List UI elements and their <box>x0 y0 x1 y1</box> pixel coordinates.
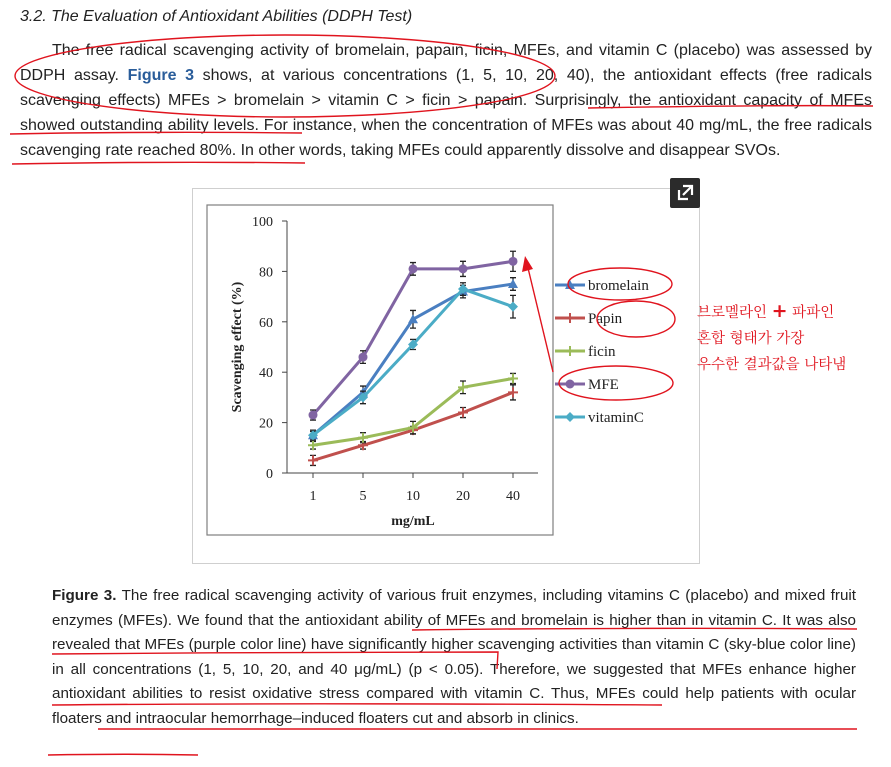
x-tick-label: 40 <box>506 489 520 504</box>
y-tick-label: 100 <box>252 215 273 230</box>
legend-label-vitaminc: vitaminC <box>588 410 644 426</box>
paragraph-text-2: shows, at various concentrations (1, 5, 10, 20, 40), the antioxidant effects (free radicals scavenging effects) MFEs > bromelain > vitamin C > ficin > papain. Surprisingly, the antioxidant capacity of MFEs showed outstanding ability levels. For instance, when the concentration of MFEs was about 40 mg/mL, the free radicals scavenging rate reached 80%. In other words, taking MFEs could apparently dissolve and disappear SVOs. <box>20 67 873 159</box>
x-tick-label: 20 <box>456 489 470 504</box>
legend-circle-bromelain <box>568 268 672 300</box>
y-tick-label: 20 <box>259 416 273 432</box>
underline-1 <box>588 106 873 108</box>
annotation-arrow <box>522 256 553 372</box>
y-tick-label: 80 <box>259 265 273 281</box>
underline-2 <box>10 132 302 134</box>
legend-label-bromelain: bromelain <box>588 278 649 294</box>
underline-cap-2 <box>52 652 498 669</box>
section-title: 3.2. The Evaluation of Antioxidant Abilities (DDPH Test) <box>20 8 413 25</box>
x-tick-label: 5 <box>359 489 367 504</box>
paragraph-text-1: The free radical scavenging activity of bromelain, papain, ficin, MFEs, and vitamin C (placebo) was assessed by DDPH assay. <box>20 42 872 84</box>
x-tick-label: 1 <box>309 489 317 504</box>
x-axis-label: mg/mL <box>391 514 435 529</box>
legend-label-ficin: ficin <box>588 344 616 360</box>
y-axis-label: Scavenging effect (%) <box>230 281 245 413</box>
y-tick-label: 0 <box>266 467 273 482</box>
annotation-circle-paragraph <box>15 35 555 117</box>
underline-cap-1 <box>412 628 857 630</box>
underline-cap-5 <box>48 754 198 755</box>
legend-label-mfe: MFE <box>588 377 619 393</box>
caption-text: The free radical scavenging activity of various fruit enzymes, including vitamins C (placebo) and mixed fruit enzymes (MFEs). We found that the antioxidant ability of MFEs and bromelain is higher than in vitamin C. It was also revealed that MFEs (purple color line) have significantly higher scavenging activities than vitamin C (sky-blue color line) in all concentrations (1, 5, 10, 20, and 40 μg/mL) (p < 0.05). Therefore, we suggested that MFEs enhance higher antioxidant abilities to resist oxidative stress compared with vitamin C. Thus, MFEs could help patients with ocular floaters and intraocular hemorrhage–induced floaters cut and absorb in clinics. <box>52 587 857 727</box>
annotation-line-3: 우수한 결과값을 나타냄 <box>697 357 847 373</box>
x-tick-label: 10 <box>406 489 420 504</box>
figure-3-link[interactable]: Figure 3 <box>127 67 195 84</box>
underline-3 <box>12 162 305 164</box>
legend-circle-mfe <box>559 366 673 400</box>
underline-cap-4 <box>98 728 857 729</box>
y-tick-label: 40 <box>259 366 273 382</box>
annotation-line-1: 브로멜라인 + 파파인 <box>697 300 835 322</box>
y-tick-label: 60 <box>259 315 273 331</box>
plus-icon: + <box>771 300 788 322</box>
legend-label-papin: Papin <box>588 311 623 327</box>
caption-label: Figure 3. <box>52 587 117 604</box>
annotation-line-2: 혼합 형태가 가장 <box>697 331 805 347</box>
underline-cap-3 <box>52 704 662 705</box>
legend-circle-papin <box>597 301 675 337</box>
